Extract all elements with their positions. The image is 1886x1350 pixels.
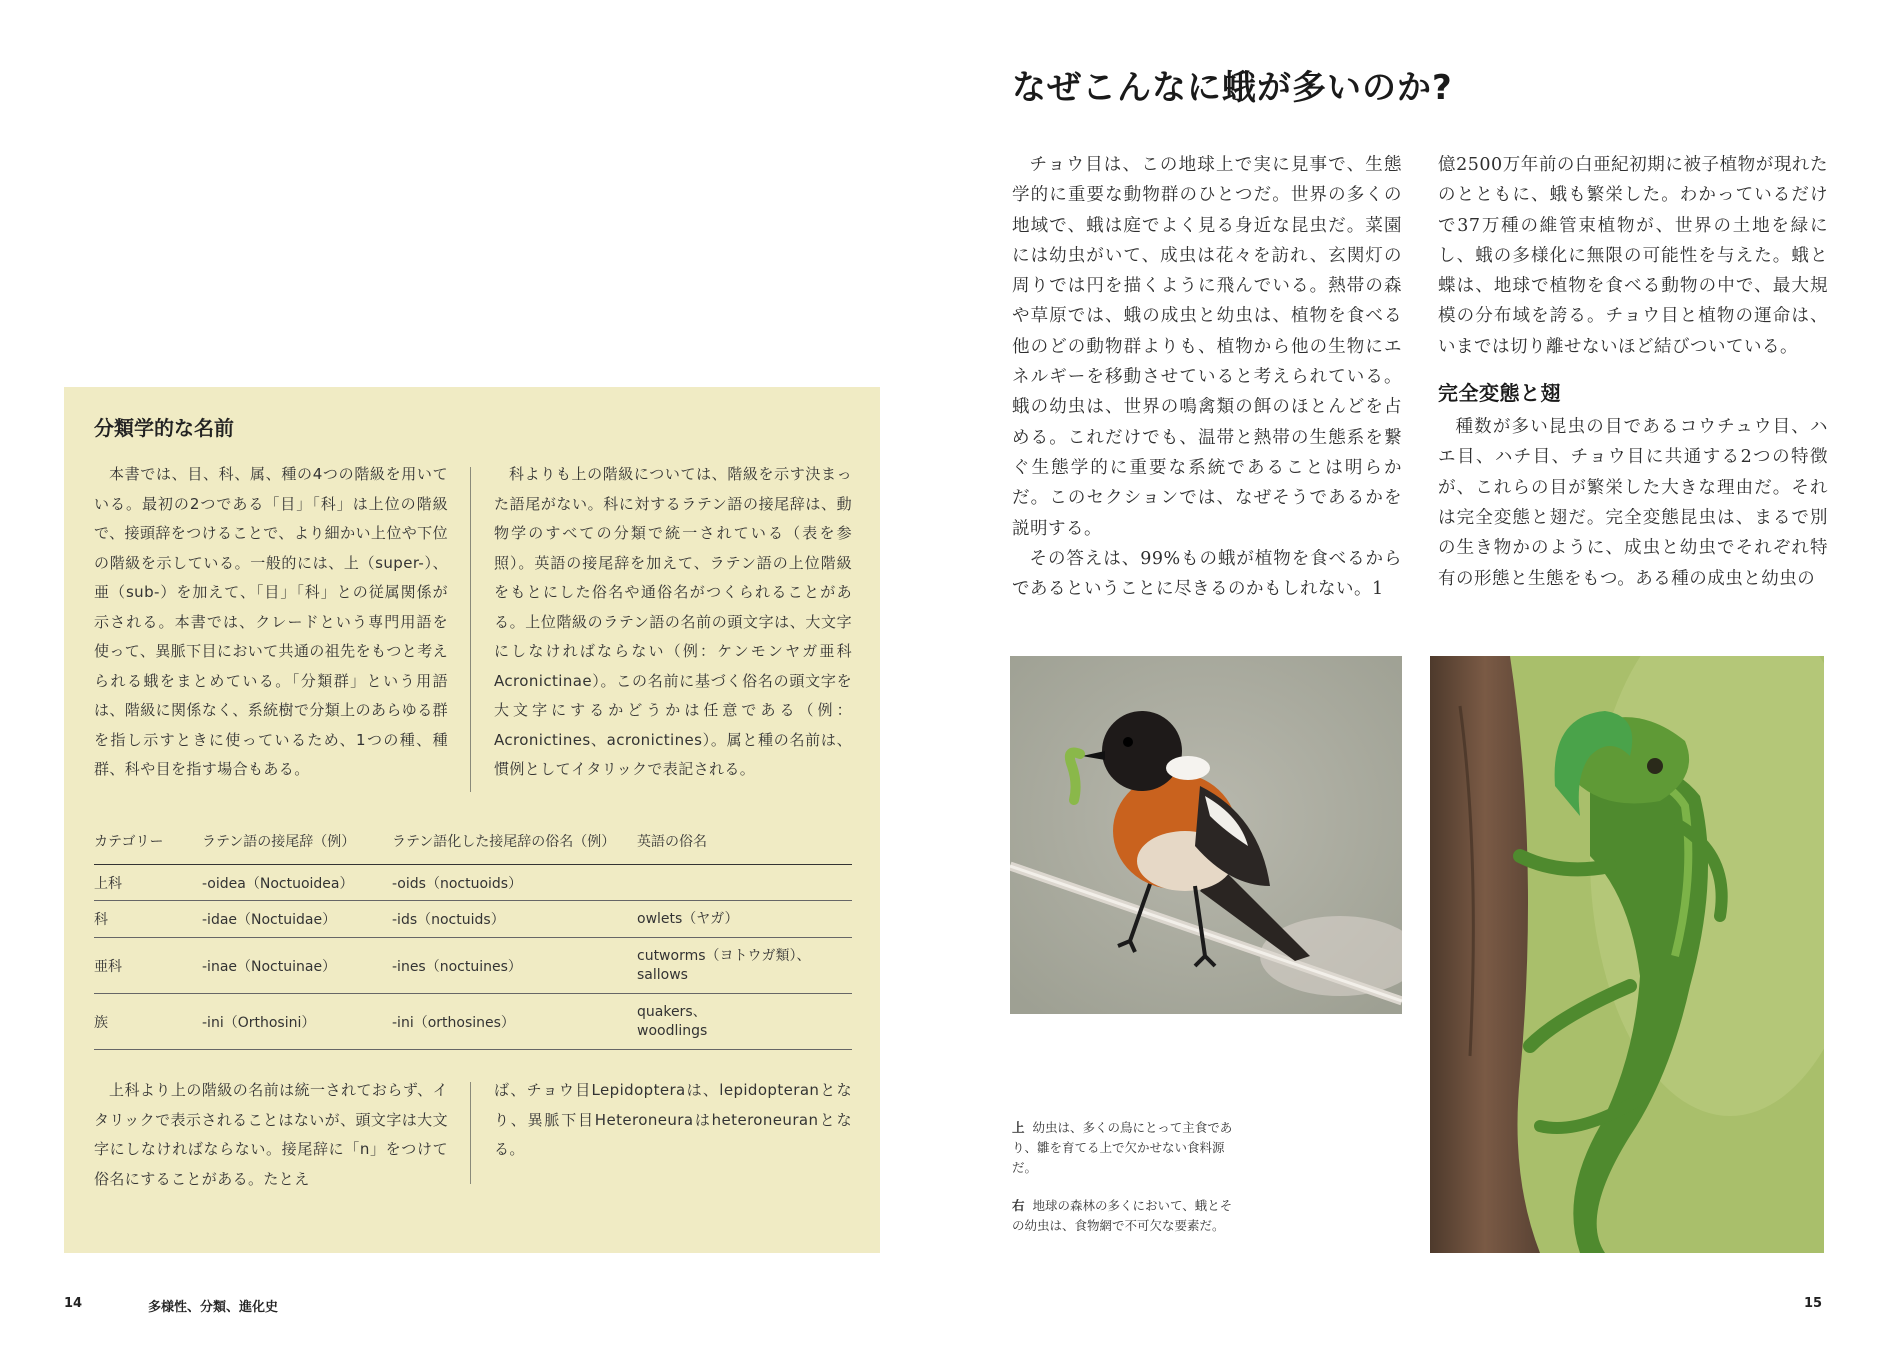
cell-line: woodlings [637,1022,708,1039]
lizard-illustration [1430,656,1824,1253]
cell-line: quakers、 [637,1003,707,1020]
table-cell: -oidea（Noctuoidea） [202,875,354,892]
sidebar-paragraph: 本書では、目、科、属、種の4つの階級を用いている。最初の2つである「目」「科」は上位の階級で、接頭辞をつけることで、より細かい上位や下位の階級を示している。一般的には、上（super-）、亜（sub-）を加えて、「目」「科」との従属関係が示される。本書では、クレードという専門用語を使って、異脈下目において共通の祖先をもつと考えられる蛾をまとめている。「分類群」という用語は、階級に関係なく、系統樹で分類上のあらゆる群を指し示すときに使っているため、1つの種、種群、科や目を指す場合もある。 [94,465,448,778]
caption-right [1012,1196,1242,1236]
page-number-left: 14 [64,1296,83,1311]
column-header: ラテン語の接尾辞（例） [202,834,356,850]
sidebar-column-3 [94,1076,448,1196]
cell-line: cutworms（ヨトウガ類）、 [637,947,811,964]
table-row [94,901,852,938]
table-cell [637,901,852,938]
table-cell [637,994,852,1050]
table-cell: 科 [94,912,108,928]
caption-top [1012,1118,1242,1178]
caption-text: 地球の森林の多くにおいて、蛾とその幼虫は、食物網で不可欠な要素だ。 [1012,1198,1233,1233]
table-cell [637,938,852,994]
table-cell: 族 [94,1014,108,1031]
running-head: 多様性、分類、進化史 [148,1300,279,1315]
table-cell: -inae（Noctuinae） [202,958,337,975]
sidebar-paragraph: 科よりも上の階級については、階級を示す決まった語尾がない。科に対するラテン語の接尾辞は、動物学のすべての分類で統一されている（表を参照）。英語の接尾辞を加えて、ラテン語の上位階級をもとにした俗名や通俗名がつくられることがある。上位階級のラテン語の名前の頭文字は、大文字にしなければならない（例：ケンモンヤガ亜科Acronictinae）。この名前に基づく俗名の頭文字を大文字にするかどうかは任意である（例：Acronictines、acronictines）。属と種の名前は、慣例としてイタリックで表記される。 [494,465,852,778]
cell-line: owlets（ヤガ） [637,910,739,927]
caption-label: 上 [1012,1120,1025,1135]
table-header-row [94,824,852,865]
bird-illustration [1010,656,1402,1014]
sidebar-column-4 [494,1076,852,1196]
body-paragraph: その答えは、99%もの蛾が植物を食べるからであるということに尽きるのかもしれない。1 [1012,548,1402,600]
page-number-right: 15 [1804,1296,1823,1311]
column-header: 英語の俗名 [637,834,707,850]
body-paragraph: チョウ目は、この地球上で実に見事で、生態学的に重要な動物群のひとつだ。世界の多くの地域で、蛾は庭でよく見る身近な昆虫だ。菜園には幼虫がいて、成虫は花々を訪れ、玄関灯の周りでは円を描くように飛んでいる。熱帯の森や草原では、蛾の成虫と幼虫は、植物を食べる他のどの動物群よりも、植物から他の生物にエネルギーを移動させていると考えられている。蛾の幼虫は、世界の鳴禽類の餌のほとんどを占める。これだけでも、温帯と熱帯の生態系を繋ぐ生態学的に重要な系統であることは明らかだ。このセクションでは、なぜそうであるかを説明する。 [1012,155,1402,539]
caption-text: 幼虫は、多くの鳥にとって主食であり、雛を育てる上で欠かせない食料源だ。 [1012,1120,1233,1175]
table-cell: -ines（noctuines） [392,958,522,975]
table-row [94,994,852,1050]
table-cell: -ini（Orthosini） [202,1014,316,1031]
column-header: カテゴリー [94,834,164,850]
body-paragraph: 億2500万年前の白亜紀初期に被子植物が現れたのとともに、蛾も繁栄した。わかっているだけで37万種の維管束植物が、世界の土地を緑にし、蛾の多様化に無限の可能性を与えた。蛾と蝶は、地球で植物を食べる動物の中で、最大規模の分布域を誇る。チョウ目と植物の運命は、いまでは切り離せないほど結びついている。 [1438,155,1828,357]
table-cell: -oids（noctuoids） [392,875,523,892]
page-title: なぜこんなに蛾が多いのか? [1012,68,1453,108]
sidebar-title: 分類学的な名前 [94,416,234,440]
caption-label: 右 [1012,1198,1025,1213]
column-header: ラテン語化した接尾辞の俗名（例） [392,834,616,850]
table-cell [637,865,852,901]
section-heading: 完全変態と翅 [1438,381,1561,406]
table-cell: -ids（noctuids） [392,912,505,928]
table-row [94,938,852,994]
taxonomy-suffix-table [94,824,852,1050]
column-divider [470,1082,471,1184]
sidebar-column-1 [94,460,448,798]
lizard-photo [1430,656,1824,1253]
table-cell: 亜科 [94,958,122,975]
sidebar-column-2 [494,460,852,798]
body-paragraph: 種数が多い昆虫の目であるコウチュウ目、ハエ目、ハチ目、チョウ目に共通する2つの特徴が、これらの目が繁栄した大きな理由だ。それは完全変態と翅だ。完全変態昆虫は、まるで別の生き物かのように、成虫と幼虫でそれぞれ特有の形態と生態をもつ。ある種の成虫と幼虫の [1438,417,1828,589]
column-divider [470,467,471,792]
sidebar-paragraph: ば、チョウ目Lepidopteraは、lepidopteranとなり、異脈下目Heteroneuraはheteroneuranとなる。 [494,1081,852,1158]
table-row [94,865,852,901]
table-cell: -idae（Noctuidae） [202,912,337,928]
body-column-1 [1012,150,1402,610]
cell-line: sallows [637,966,688,983]
body-column-2 [1438,150,1828,620]
table-cell: 上科 [94,875,122,892]
table-cell: -ini（orthosines） [392,1014,515,1031]
stonechat-photo [1010,656,1402,1014]
sidebar-paragraph: 上科より上の階級の名前は統一されておらず、イタリックで表示されることはないが、頭文字は大文字にしなければならない。接尾辞に「n」をつけて俗名にすることがある。たとえ [94,1081,448,1188]
